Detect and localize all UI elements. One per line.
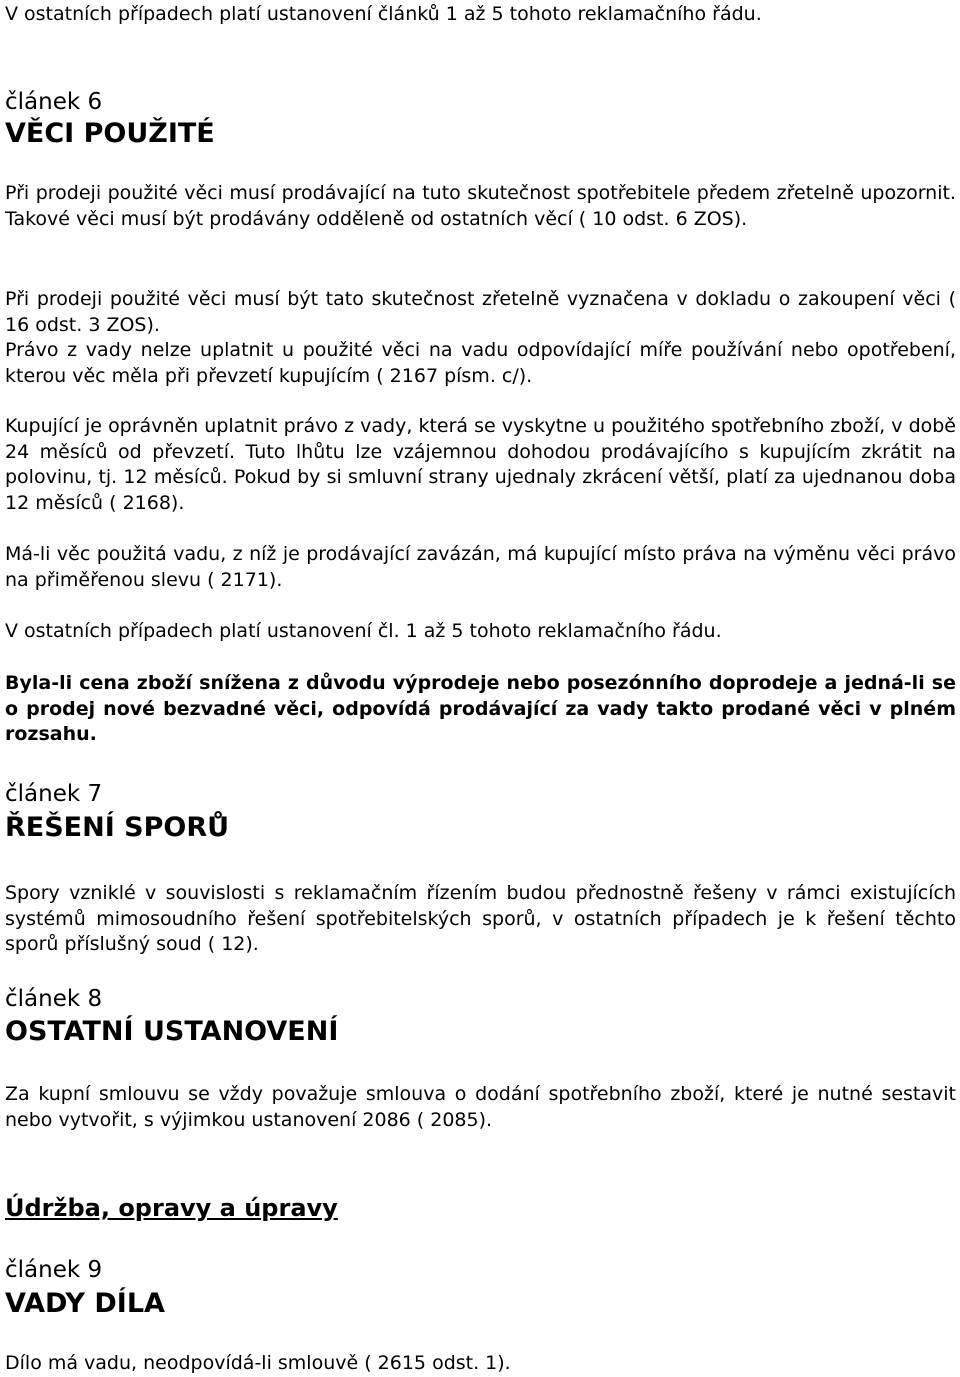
- article-6-paragraph-1: Při prodeji použité věci musí prodávající na tuto skutečnost spotřebitele předem zřetelně upozornit. Takové věci musí být prodávány odděleně od ostatních věcí ( 10 odst. 6 ZOS).: [5, 182, 956, 230]
- article-7-title: ŘEŠENÍ SPORŮ: [5, 812, 230, 843]
- article-8-label: článek 8: [5, 986, 103, 1012]
- intro-paragraph: V ostatních případech platí ustanovení článků 1 až 5 tohoto reklamačního řádu.: [5, 3, 762, 25]
- article-9-paragraph-1: Dílo má vadu, neodpovídá-li smlouvě ( 2615 odst. 1).: [5, 1352, 511, 1374]
- article-6-paragraph-6: V ostatních případech platí ustanovení čl. 1 až 5 tohoto reklamačního řádu.: [5, 620, 722, 642]
- article-6-paragraph-3: Právo z vady nelze uplatnit u použité věci na vadu odpovídající míře používání nebo opotřebení, kterou věc měla při převzetí kupujícím ( 2167 písm. c/).: [5, 339, 956, 387]
- article-6-paragraph-2: Při prodeji použité věci musí být tato skutečnost zřetelně vyznačena v dokladu o zakoupení věci ( 16 odst. 3 ZOS).: [5, 288, 956, 336]
- article-7-paragraph-1: Spory vzniklé v souvislosti s reklamačním řízením budou přednostně řešeny v rámci existujících systémů mimosoudního řešení spotřebitelských sporů, v ostatních případech je k řešení těchto sporů příslušný soud ( 12).: [5, 882, 956, 955]
- article-9-title: VADY DÍLA: [5, 1288, 165, 1319]
- article-9-label: článek 9: [5, 1257, 103, 1283]
- article-8-title: OSTATNÍ USTANOVENÍ: [5, 1016, 339, 1047]
- article-7-label: článek 7: [5, 781, 103, 807]
- article-6-paragraph-5: Má-li věc použitá vadu, z níž je prodávající zavázán, má kupující místo práva na výměnu věci právo na přiměřenou slevu ( 2171).: [5, 543, 956, 591]
- article-6-label: článek 6: [5, 89, 103, 115]
- article-6-bold-paragraph: Byla-li cena zboží snížena z důvodu výprodeje nebo posezónního doprodeje a jedná-li se o prodej nové bezvadné věci, odpovídá prodávající za vady takto prodané věci v plném rozsahu.: [5, 672, 956, 745]
- article-6-title: VĚCI POUŽITÉ: [5, 118, 215, 149]
- article-8-paragraph-1: Za kupní smlouvu se vždy považuje smlouva o dodání spotřebního zboží, které je nutné sestavit nebo vytvořit, s výjimkou ustanovení 2086 ( 2085).: [5, 1083, 956, 1131]
- section-heading: Údržba, opravy a úpravy: [5, 1194, 338, 1222]
- article-6-paragraph-4: Kupující je oprávněn uplatnit právo z vady, která se vyskytne u použitého spotřebního zboží, v době 24 měsíců od převzetí. Tuto lhůtu lze vzájemnou dohodou prodávajícího s kupujícím zkrátit na polovinu, tj. 12 měsíců. Pokud by si smluvní strany ujednaly zkrácení větší, platí za ujednanou doba 12 měsíců ( 2168).: [5, 415, 956, 514]
